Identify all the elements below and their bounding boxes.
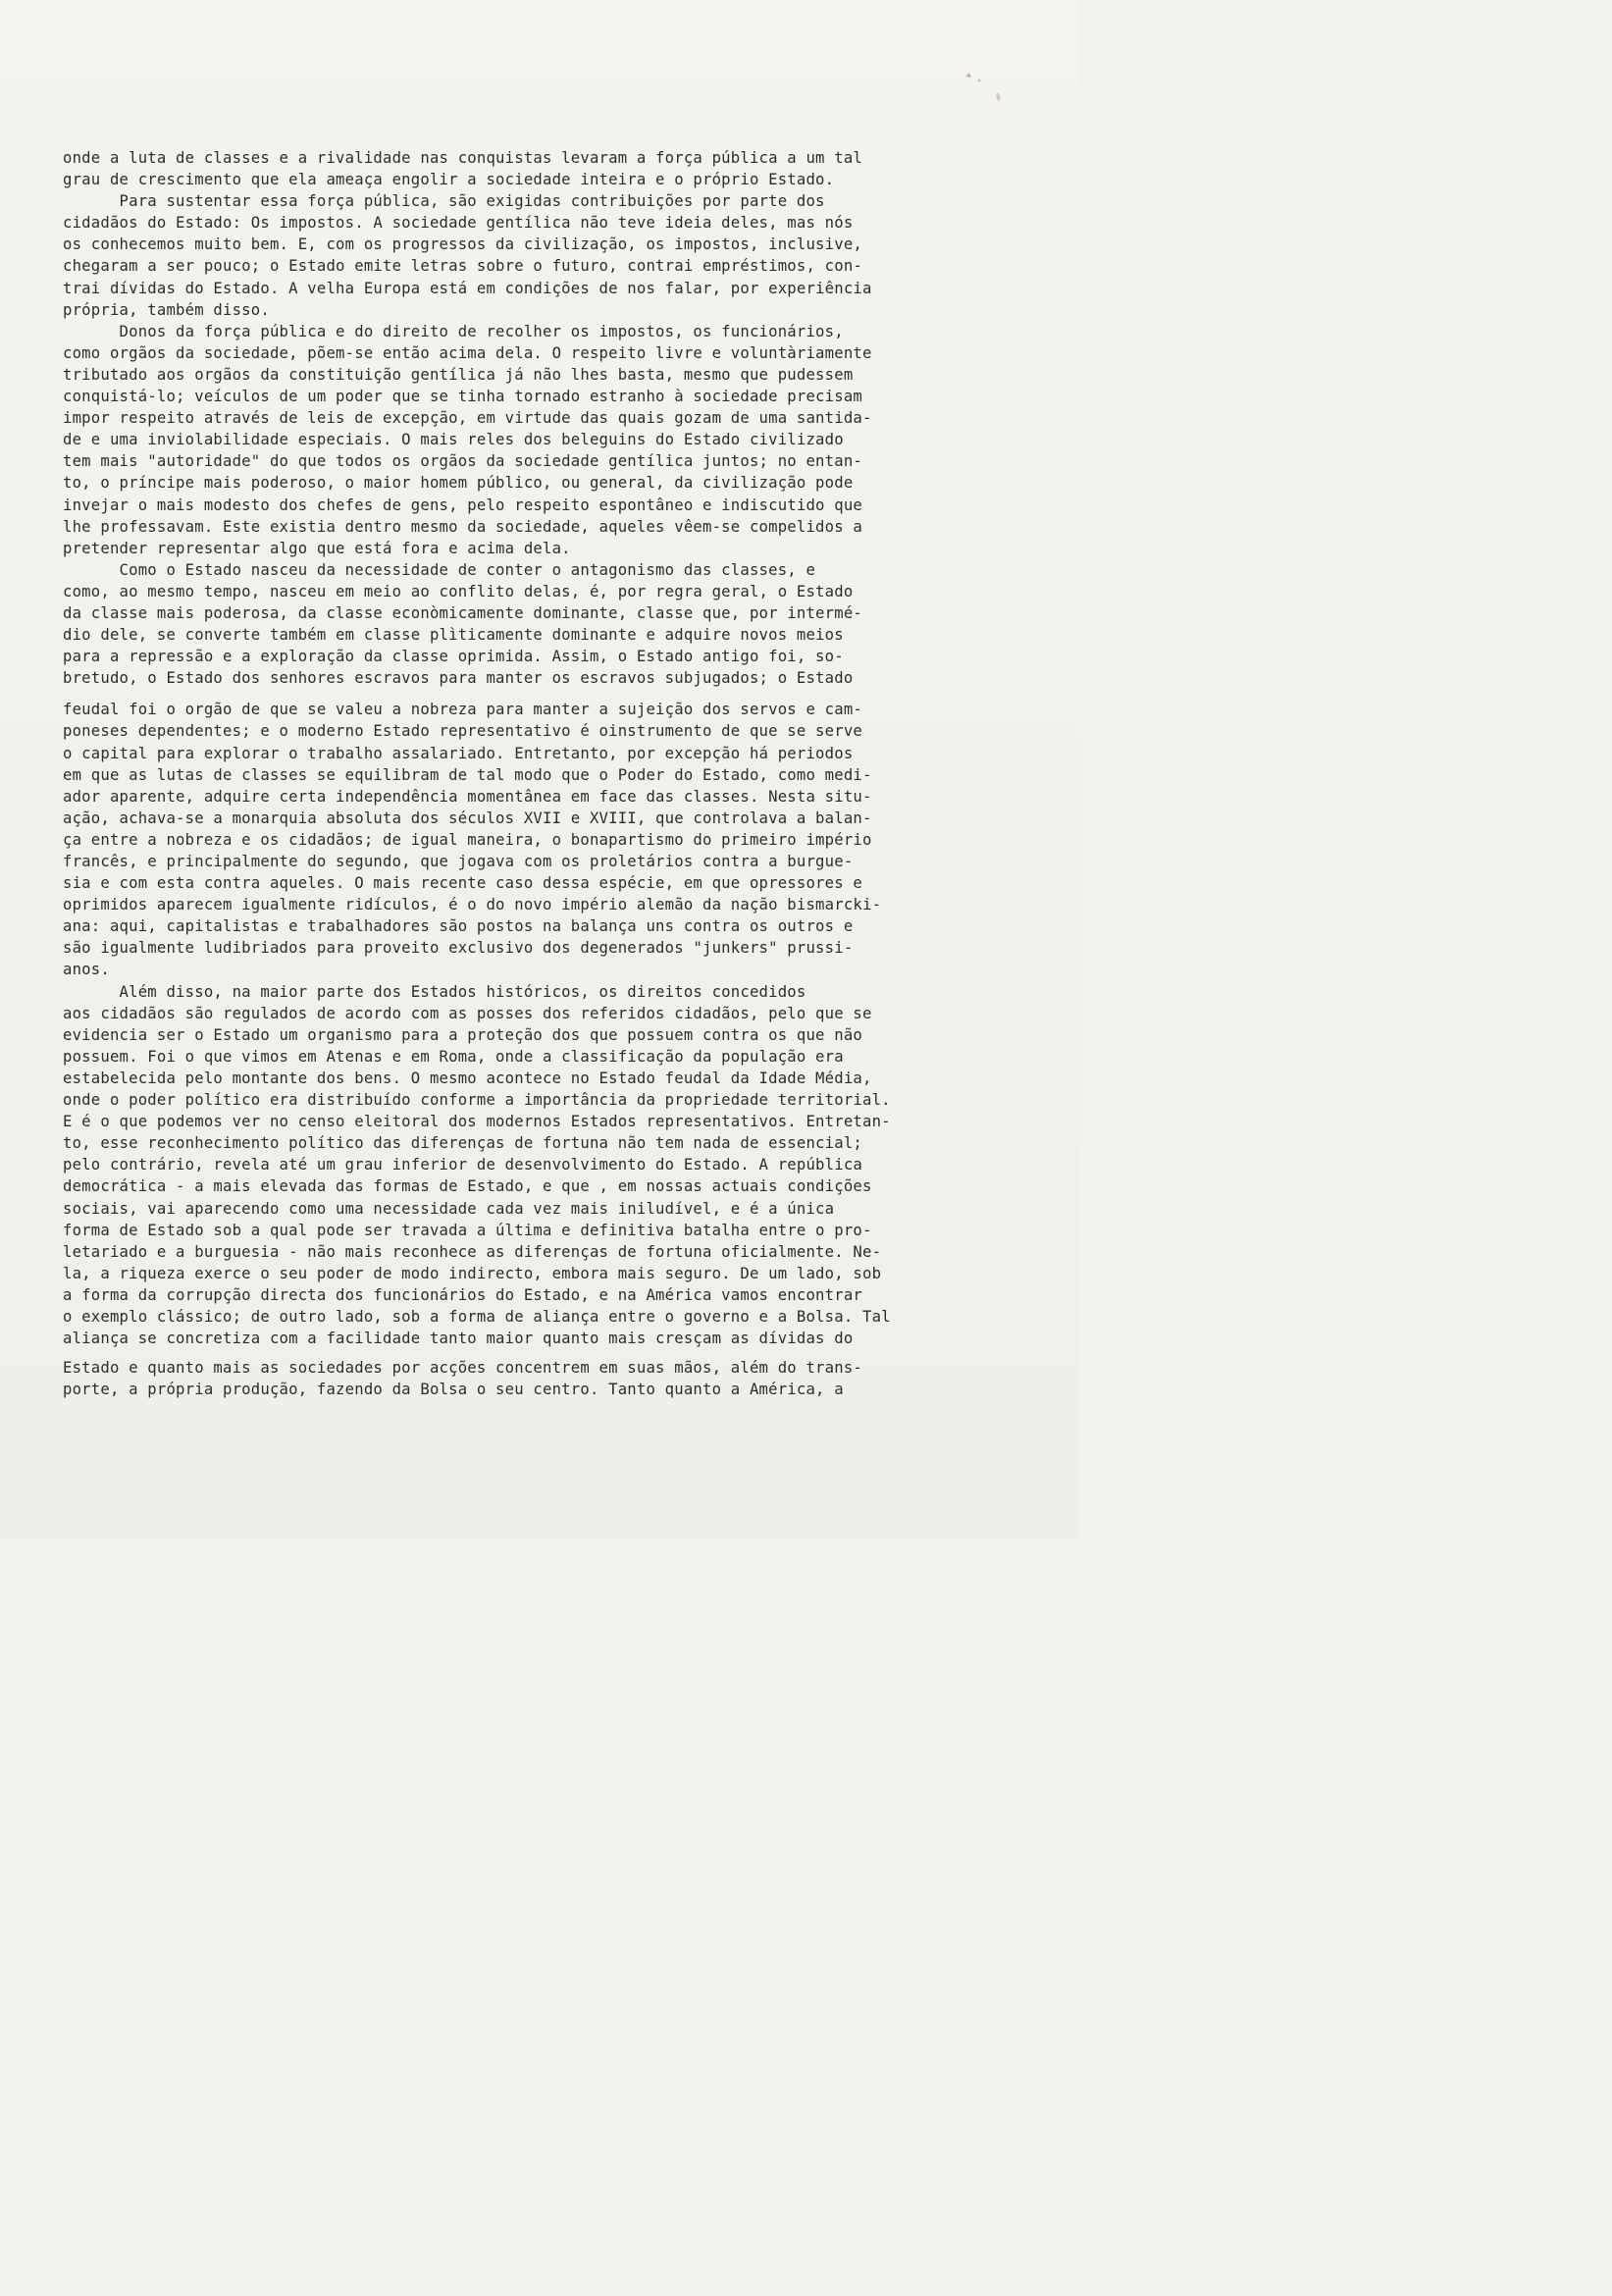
text-line: da classe mais poderosa, da classe econòmicamente dominante, classe que, por intermé-	[63, 603, 862, 622]
text-line: democrática - a mais elevada das formas de Estado, e que , em nossas actuais condições	[63, 1177, 872, 1196]
document-body	[63, 147, 1024, 1400]
text-line: em que as lutas de classes se equilibram de tal modo que o Poder do Estado, como medi-	[63, 765, 872, 784]
text-line: ça entre a nobreza e os cidadãos; de igual maneira, o bonapartismo do primeiro império	[63, 830, 872, 849]
text-line: ador aparente, adquire certa independência momentânea em face das classes. Nesta situ-	[63, 787, 872, 806]
text-line: como orgãos da sociedade, põem-se então acima dela. O respeito livre e voluntàriamente	[63, 343, 872, 362]
text-line: feudal foi o orgão de que se valeu a nobreza para manter a sujeição dos servos e cam-	[63, 701, 862, 719]
text-line: sia e com esta contra aqueles. O mais recente caso dessa espécie, em que opressores e	[63, 874, 862, 893]
text-line: evidencia ser o Estado um organismo para a proteção dos que possuem contra os que não	[63, 1025, 862, 1044]
text-line: impor respeito através de leis de excepção, em virtude das quais gozam de uma santida-	[63, 409, 872, 428]
text-line: Para sustentar essa força pública, são exigidas contribuições por parte dos	[63, 192, 825, 211]
text-line: ação, achava-se a monarquia absoluta dos séculos XVII e XVIII, que controlava a balan-	[63, 809, 872, 827]
paragraph-gap	[63, 1349, 1024, 1357]
text-line: cidadãos do Estado: Os impostos. A sociedade gentílica não teve ideia deles, mas nós	[63, 214, 854, 233]
text-line: própria, também disso.	[63, 300, 270, 319]
text-line: porte, a própria produção, fazendo da Bolsa o seu centro. Tanto quanto a América, a	[63, 1381, 844, 1399]
text-line: Estado e quanto mais as sociedades por acções concentrem em suas mãos, além do trans-	[63, 1359, 862, 1378]
text-line: E é o que podemos ver no censo eleitoral dos modernos Estados representativos. Entretan-	[63, 1113, 891, 1131]
text-line: são igualmente ludibriados para proveito exclusivo dos degenerados "junkers" prussi-	[63, 939, 854, 958]
text-line: forma de Estado sob a qual pode ser travada a última e definitiva batalha entre o pro-	[63, 1221, 872, 1239]
text-line: la, a riqueza exerce o seu poder de modo indirecto, embora mais seguro. De um lado, sob	[63, 1264, 882, 1282]
text-line: Além disso, na maior parte dos Estados históricos, os direitos concedidos	[63, 982, 806, 1001]
text-line: aliança se concretiza com a facilidade tanto maior quanto mais cresçam as dívidas do	[63, 1330, 854, 1348]
text-line: os conhecemos muito bem. E, com os progressos da civilização, os impostos, inclusive,	[63, 235, 862, 254]
text-line: onde a luta de classes e a rivalidade nas conquistas levaram a força pública a um tal	[63, 149, 862, 167]
text-line: estabelecida pelo montante dos bens. O mesmo acontece no Estado feudal da Idade Média,	[63, 1069, 872, 1087]
text-line: tributado aos orgãos da constituição gentílica já não lhes basta, mesmo que pudessem	[63, 365, 854, 384]
text-line: poneses dependentes; e o moderno Estado representativo é oinstrumento de que se serve	[63, 722, 862, 741]
text-line: grau de crescimento que ela ameaça engolir a sociedade inteira e o próprio Estado.	[63, 171, 835, 189]
text-line: o capital para explorar o trabalho assalariado. Entretanto, por excepção há periodos	[63, 744, 854, 762]
text-line: sociais, vai aparecendo como uma necessidade cada vez mais iniludível, e é a única	[63, 1199, 835, 1218]
text-line: como, ao mesmo tempo, nasceu em meio ao conflito delas, é, por regra geral, o Estado	[63, 582, 854, 600]
text-line: dio dele, se converte também em classe plìticamente dominante e adquire novos meios	[63, 626, 844, 645]
text-line: onde o poder político era distribuído conforme a importância da propriedade territorial.	[63, 1091, 891, 1110]
text-line: francês, e principalmente do segundo, que jogava com os proletários contra a burgue-	[63, 853, 854, 870]
text-line: para a repressão e a exploração da classe oprimida. Assim, o Estado antigo foi, so-	[63, 648, 844, 666]
text-line: possuem. Foi o que vimos em Atenas e em Roma, onde a classificação da população era	[63, 1047, 844, 1066]
text-line: Como o Estado nasceu da necessidade de conter o antagonismo das classes, e	[63, 560, 816, 579]
text-line: pelo contrário, revela até um grau inferior de desenvolvimento do Estado. A república	[63, 1156, 862, 1174]
text-line: Donos da força pública e do direito de recolher os impostos, os funcionários,	[63, 322, 844, 340]
text-line: aos cidadãos são regulados de acordo com as posses dos referidos cidadãos, pelo que se	[63, 1004, 872, 1022]
text-line: ana: aqui, capitalistas e trabalhadores são postos na balança uns contra os outros e	[63, 917, 854, 936]
text-line: o exemplo clássico; de outro lado, sob a forma de aliança entre o governo e a Bolsa. Tal	[63, 1307, 891, 1326]
text-line: conquistá-lo; veículos de um poder que se tinha tornado estranho à sociedade precisam	[63, 388, 862, 406]
text-line: anos.	[63, 961, 110, 979]
text-line: invejar o mais modesto dos chefes de gens, pelo respeito espontâneo e indiscutido que	[63, 496, 862, 514]
paragraph-gap	[63, 689, 1024, 699]
text-line: trai dívidas do Estado. A velha Europa está em condições de nos falar, por experiência	[63, 279, 872, 297]
text-line: to, esse reconhecimento político das diferenças de fortuna não tem nada de essencial;	[63, 1134, 862, 1153]
text-line: bretudo, o Estado dos senhores escravos para manter os escravos subjugados; o Estado	[63, 669, 854, 688]
text-line: lhe professavam. Este existia dentro mesmo da sociedade, aqueles vêem-se compelidos a	[63, 517, 862, 536]
text-line: oprimidos aparecem igualmente ridículos, é o do novo império alemão da nação bismarcki-	[63, 896, 882, 914]
text-line: pretender representar algo que está fora e acima dela.	[63, 539, 571, 557]
text-line: letariado e a burguesia - não mais reconhece as diferenças de fortuna oficialmente. Ne-	[63, 1242, 882, 1261]
text-line: tem mais "autoridade" do que todos os orgãos da sociedade gentílica juntos; no entan-	[63, 452, 862, 471]
text-line: de e uma inviolabilidade especiais. O mais reles dos beleguins do Estado civilizado	[63, 431, 844, 449]
text-line: a forma da corrupção directa dos funcionários do Estado, e na América vamos encontrar	[63, 1285, 862, 1304]
text-line: chegaram a ser pouco; o Estado emite letras sobre o futuro, contrai empréstimos, con-	[63, 257, 862, 276]
document-page	[0, 0, 1080, 1539]
text-line: to, o príncipe mais poderoso, o maior homem público, ou general, da civilização pode	[63, 474, 854, 493]
page-mark	[960, 67, 1007, 106]
